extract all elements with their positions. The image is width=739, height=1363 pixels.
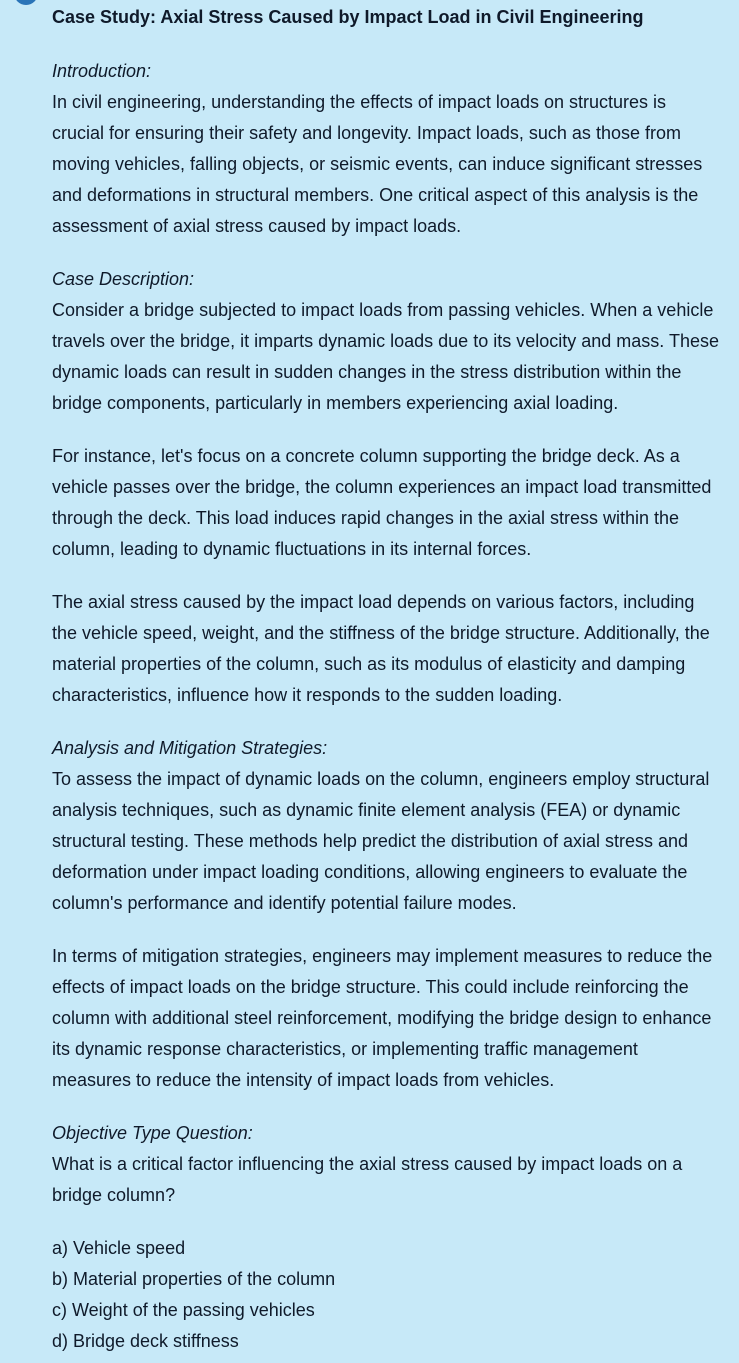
question-text: What is a critical factor influencing the axial stress caused by impact loads on a bridge column? [52,1154,683,1205]
answer-option-a: a) Vehicle speed [52,1238,186,1258]
analysis-section [52,733,720,919]
assistant-avatar-icon [14,0,38,5]
question-heading: Objective Type Question: [52,1123,253,1143]
case-description-section [52,264,720,419]
case-description-text-3: The axial stress caused by the impact load depends on various factors, including the vehicle speed, weight, and the stiffness of the bridge structure. Additionally, the material properties of the column, such as its modulus of elasticity and damping characteristics, influence how it responds to the sudden loading. [52,592,710,705]
question-section [52,1118,720,1211]
answer-options [52,1233,720,1357]
answer-option-b: b) Material properties of the column [52,1269,336,1289]
message-title: Case Study: Axial Stress Caused by Impact Load in Civil Engineering [52,7,644,27]
answer-option-c: c) Weight of the passing vehicles [52,1300,315,1320]
assistant-message [52,0,720,1357]
analysis-heading: Analysis and Mitigation Strategies: [52,738,328,758]
case-description-text-2: For instance, let's focus on a concrete column supporting the bridge deck. As a vehicle passes over the bridge, the column experiences an impact load transmitted through the deck. This load induces rapid changes in the axial stress within the column, leading to dynamic fluctuations in its internal forces. [52,446,712,559]
introduction-text: In civil engineering, understanding the effects of impact loads on structures is crucial for ensuring their safety and longevity. Impact loads, such as those from moving vehicles, falling objects, or seismic events, can induce significant stresses and deformations in structural members. One critical aspect of this analysis is the assessment of axial stress caused by impact loads. [52,92,703,236]
case-description-heading: Case Description: [52,269,195,289]
introduction-section [52,56,720,242]
analysis-text-2: In terms of mitigation strategies, engineers may implement measures to reduce the effects of impact loads on the bridge structure. This could include reinforcing the column with additional steel reinforcement, modifying the bridge design to enhance its dynamic response characteristics, or implementing traffic management measures to reduce the intensity of impact loads from vehicles. [52,946,713,1090]
case-description-text-1: Consider a bridge subjected to impact loads from passing vehicles. When a vehicle travels over the bridge, it imparts dynamic loads due to its velocity and mass. These dynamic loads can result in sudden changes in the stress distribution within the bridge components, particularly in members experiencing axial loading. [52,300,719,413]
answer-option-d: d) Bridge deck stiffness [52,1331,239,1351]
analysis-text-1: To assess the impact of dynamic loads on the column, engineers employ structural analysis techniques, such as dynamic finite element analysis (FEA) or dynamic structural testing. These methods help predict the distribution of axial stress and deformation under impact loading conditions, allowing engineers to evaluate the column's performance and identify potential failure modes. [52,769,710,913]
introduction-heading: Introduction: [52,61,152,81]
